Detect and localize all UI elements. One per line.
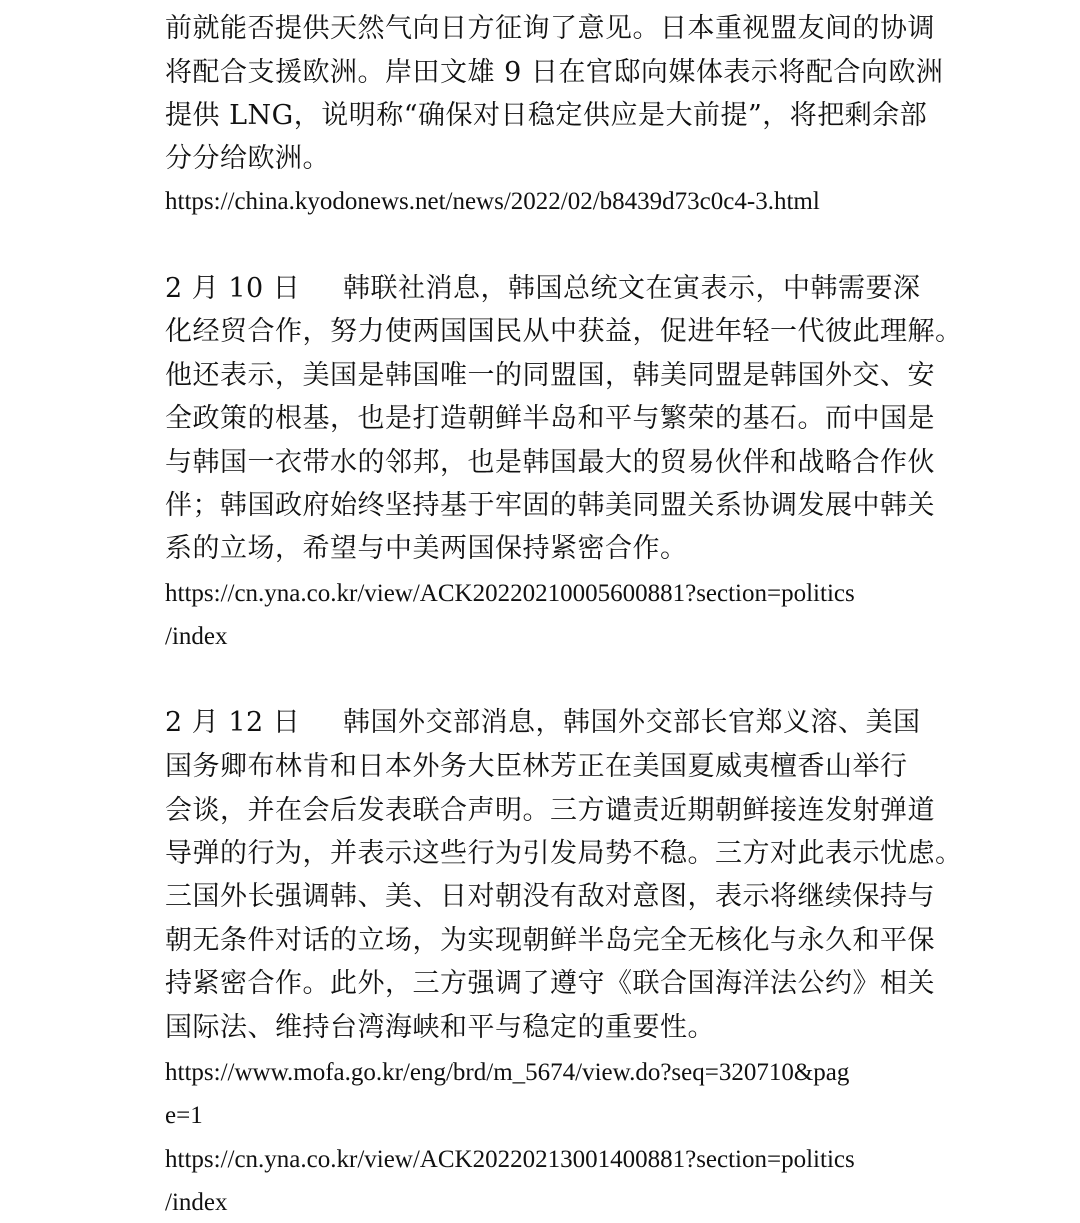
entry-date: 2 月 12 日	[165, 707, 301, 738]
paragraph-line: 三国外长强调韩、美、日对朝没有敌对意图，表示将继续保持与	[165, 881, 935, 912]
paragraph-line: 国务卿布林肯和日本外务大臣林芳正在美国夏威夷檀香山举行	[165, 751, 908, 782]
paragraph-line: 将配合支援欧洲。岸田文雄 9 日在官邸向媒体表示将配合向欧洲	[165, 57, 944, 88]
paragraph-line: 伴；韩国政府始终坚持基于牢固的韩美同盟关系协调发展中韩关	[165, 490, 935, 521]
paragraph-line: 前就能否提供天然气向日方征询了意见。日本重视盟友间的协调	[165, 13, 935, 44]
paragraph-line: 分分给欧洲。	[165, 143, 330, 174]
paragraph-line: 持紧密合作。此外，三方强调了遵守《联合国海洋法公约》相关	[165, 968, 935, 999]
paragraph-line: 提供 LNG，说明称“确保对日稳定供应是大前提”，将把剩余部	[165, 100, 928, 131]
entry-first-line	[165, 269, 921, 309]
entry-first-line	[165, 703, 921, 743]
paragraph-line: 与韩国一衣带水的邻邦，也是韩国最大的贸易伙伴和战略合作伙	[165, 447, 935, 478]
paragraph-line: 会谈，并在会后发表联合声明。三方谴责近期朝鲜接连发射弹道	[165, 795, 935, 826]
source-link-yna[interactable]: https://cn.yna.co.kr/view/ACK20220210005600881?section=politics	[165, 580, 855, 607]
paragraph-line: 化经贸合作，努力使两国国民从中获益，促进年轻一代彼此理解。	[165, 316, 963, 347]
paragraph-line: 韩联社消息，韩国总统文在寅表示，中韩需要深	[343, 273, 921, 304]
paragraph-line: 国际法、维持台湾海峡和平与稳定的重要性。	[165, 1012, 715, 1043]
paragraph-line: 朝无条件对话的立场，为实现朝鲜半岛完全无核化与永久和平保	[165, 925, 935, 956]
source-link-yna-2-continued[interactable]: /index	[165, 1189, 228, 1216]
paragraph-line: 他还表示，美国是韩国唯一的同盟国，韩美同盟是韩国外交、安	[165, 360, 935, 391]
source-link-yna-continued[interactable]: /index	[165, 623, 228, 650]
paragraph-line: 全政策的根基，也是打造朝鲜半岛和平与繁荣的基石。而中国是	[165, 403, 935, 434]
paragraph-line: 系的立场，希望与中美两国保持紧密合作。	[165, 533, 688, 564]
entry-date: 2 月 10 日	[165, 273, 301, 304]
source-link-mofa-continued[interactable]: e=1	[165, 1102, 203, 1129]
paragraph-line: 韩国外交部消息，韩国外交部长官郑义溶、美国	[343, 707, 921, 738]
paragraph-line: 导弹的行为，并表示这些行为引发局势不稳。三方对此表示忧虑。	[165, 838, 963, 869]
source-link-yna-2[interactable]: https://cn.yna.co.kr/view/ACK20220213001400881?section=politics	[165, 1146, 855, 1173]
source-link-kyodo[interactable]: https://china.kyodonews.net/news/2022/02/b8439d73c0c4-3.html	[165, 188, 820, 215]
source-link-mofa[interactable]: https://www.mofa.go.kr/eng/brd/m_5674/view.do?seq=320710&pag	[165, 1059, 850, 1086]
